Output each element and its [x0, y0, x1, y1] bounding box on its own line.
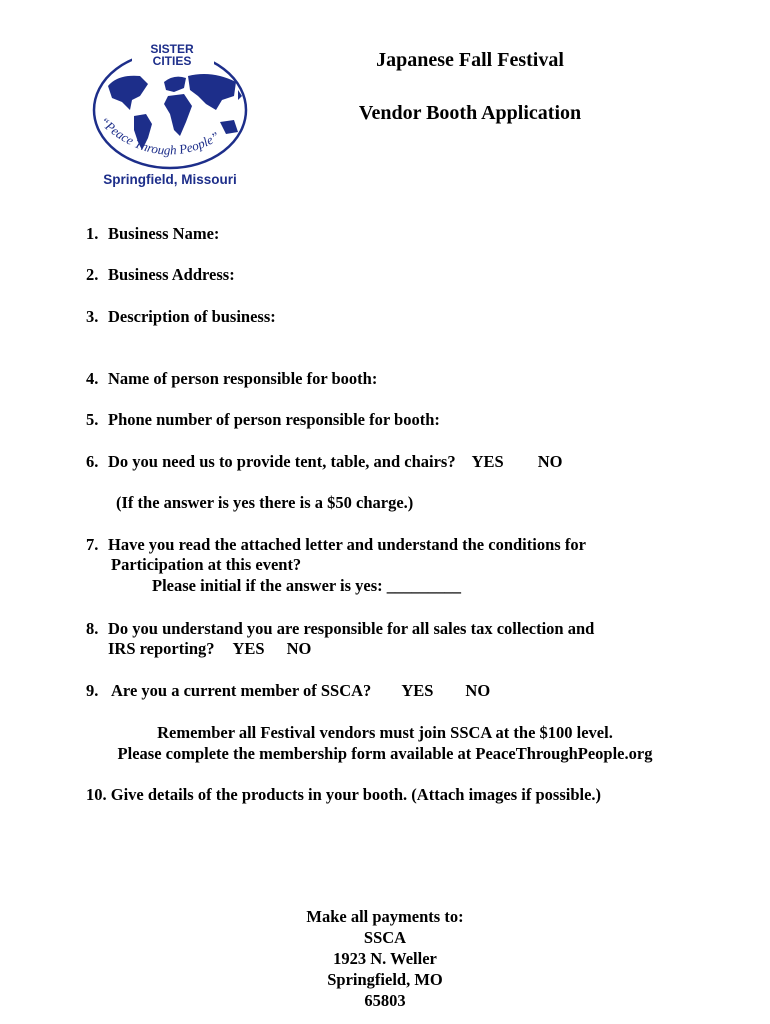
- question-6-note: (If the answer is yes there is a $50 charge.): [116, 493, 414, 512]
- payment-city: Springfield, MO: [327, 970, 443, 989]
- question-label: Have you read the attached letter and understand the conditions for: [108, 535, 586, 554]
- page-title: Japanese Fall Festival: [376, 49, 564, 71]
- question-6: [86, 452, 562, 472]
- question-number: 10.: [86, 785, 107, 804]
- question-number: 2.: [86, 265, 99, 284]
- question-2: [86, 265, 235, 285]
- question-number: 1.: [86, 224, 99, 243]
- yes-option[interactable]: YES: [471, 452, 504, 471]
- question-number: 4.: [86, 369, 99, 388]
- question-number: 6.: [86, 452, 99, 471]
- logo-city-text: Springfield, Missouri: [103, 172, 237, 187]
- question-number: 7.: [86, 535, 99, 554]
- question-number: 9.: [86, 681, 99, 700]
- question-label: Phone number of person responsible for booth:: [108, 410, 440, 429]
- question-7: [86, 535, 586, 555]
- question-label: Name of person responsible for booth:: [108, 369, 378, 388]
- logo-slogan: “Peace Through People”: [96, 113, 222, 158]
- question-number: 8.: [86, 619, 99, 638]
- question-label: Do you understand you are responsible for all sales tax collection and: [108, 619, 595, 638]
- no-option[interactable]: NO: [465, 681, 491, 700]
- yes-option[interactable]: YES: [232, 639, 265, 658]
- question-label: Description of business:: [108, 307, 276, 326]
- question-label: Give details of the products in your booth. (Attach images if possible.): [110, 785, 602, 804]
- no-option[interactable]: NO: [537, 452, 563, 471]
- sister-cities-logo: [88, 38, 256, 190]
- question-7-line2: Participation at this event?: [111, 555, 302, 574]
- payment-name: SSCA: [363, 928, 407, 947]
- question-label: Are you a current member of SSCA?: [111, 681, 372, 700]
- question-label: Business Name:: [108, 224, 220, 243]
- question-3: [86, 307, 276, 327]
- question-5: [86, 410, 440, 430]
- question-4: [86, 369, 377, 389]
- reminder-line-2: Please complete the membership form available at PeaceThroughPeople.org: [117, 744, 653, 763]
- question-9: [86, 681, 490, 701]
- question-8-line2: [108, 639, 311, 659]
- question-1: [86, 224, 219, 244]
- question-label: Business Address:: [108, 265, 235, 284]
- question-label: IRS reporting?: [108, 639, 215, 658]
- initial-prompt[interactable]: Please initial if the answer is yes: _________: [152, 576, 462, 595]
- payment-street: 1923 N. Weller: [333, 949, 437, 968]
- payment-zip: 65803: [364, 991, 406, 1010]
- payment-heading: Make all payments to:: [306, 907, 464, 926]
- question-10: [86, 785, 601, 805]
- yes-option[interactable]: YES: [401, 681, 434, 700]
- question-label: Do you need us to provide tent, table, and chairs?: [108, 452, 456, 471]
- logo-cities-text: CITIES: [152, 54, 192, 68]
- reminder-line-1: Remember all Festival vendors must join SSCA at the $100 level.: [157, 723, 613, 742]
- question-number: 5.: [86, 410, 99, 429]
- question-number: 3.: [86, 307, 99, 326]
- question-8: [86, 619, 594, 639]
- no-option[interactable]: NO: [286, 639, 312, 658]
- page-subtitle: Vendor Booth Application: [358, 102, 582, 124]
- logo-sister-text: SISTER: [150, 42, 194, 56]
